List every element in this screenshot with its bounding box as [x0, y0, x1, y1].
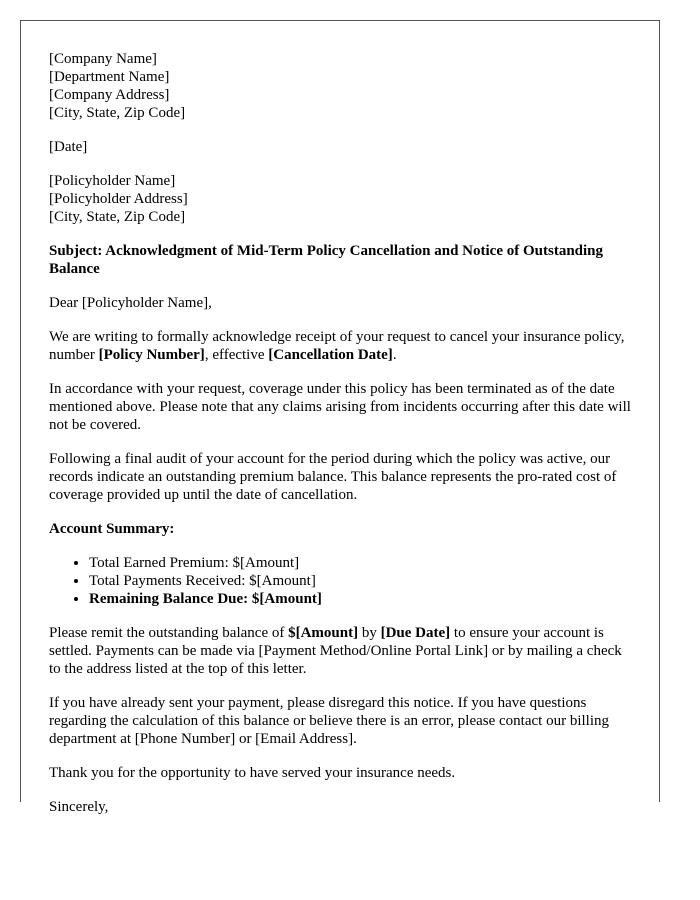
- letter-date: [Date]: [49, 139, 88, 155]
- paragraph4-text-b: by: [358, 625, 381, 641]
- sender-city-state-zip: [City, State, Zip Code]: [49, 105, 186, 121]
- paragraph-acknowledgment: [49, 328, 637, 364]
- list-item-earned-premium: • Total Earned Premium: $[Amount]: [89, 554, 637, 572]
- letter-content: [49, 50, 637, 832]
- paragraph1-text-b: , effective: [204, 347, 269, 363]
- sender-address-block: [49, 50, 637, 122]
- letter-page: [20, 20, 660, 815]
- policy-number-placeholder: [Policy Number]: [98, 347, 205, 363]
- salutation: Dear [Policyholder Name],: [49, 295, 212, 311]
- sender-company-address: [Company Address]: [49, 87, 170, 103]
- account-summary-heading: Account Summary:: [49, 521, 175, 537]
- paragraph4-text-c: to ensure your account is settled. Payments can be made via [Payment Method/Online Portal Link] or by mailing a check to the address listed at the top of this letter.: [49, 625, 622, 677]
- list-item-payments-received: • Total Payments Received: $[Amount]: [89, 572, 637, 590]
- account-summary-list: [49, 554, 637, 608]
- recipient-address-block: [49, 172, 637, 226]
- recipient-address: [Policyholder Address]: [49, 191, 188, 207]
- sender-department-name: [Department Name]: [49, 69, 170, 85]
- paragraph-audit: Following a final audit of your account for the period during which the policy was active, our records indicate an outstanding premium balance. This balance represents the pro-rated cost of coverage provided up until the date of cancellation.: [49, 451, 617, 503]
- paragraph-remit: [49, 624, 637, 678]
- paragraph1-text-a: We are writing to formally acknowledge receipt of your request to cancel your insurance policy, number: [49, 329, 625, 363]
- recipient-city-state-zip: [City, State, Zip Code]: [49, 209, 186, 225]
- paragraph4-text-a: Please remit the outstanding balance of: [49, 625, 289, 641]
- paragraph1-text-c: .: [392, 347, 397, 363]
- paragraph-questions: If you have already sent your payment, please disregard this notice. If you have questions regarding the calculation of this balance or believe there is an error, please contact our billing department at [Phone Number] or [Email Address].: [49, 695, 610, 747]
- due-date-placeholder: [Due Date]: [380, 625, 451, 641]
- paragraph-thank-you: Thank you for the opportunity to have served your insurance needs.: [49, 765, 456, 781]
- cancellation-date-placeholder: [Cancellation Date]: [268, 347, 393, 363]
- closing: Sincerely,: [49, 799, 109, 815]
- letter-subject: Subject: Acknowledgment of Mid-Term Policy Cancellation and Notice of Outstanding Balance: [49, 243, 604, 277]
- list-item-remaining-balance: • Remaining Balance Due: $[Amount]: [89, 590, 637, 608]
- amount-placeholder: $[Amount]: [288, 625, 359, 641]
- sender-company-name: [Company Name]: [49, 51, 157, 67]
- paragraph-coverage-terminated: In accordance with your request, coverage under this policy has been terminated as of the date mentioned above. Please note that any claims arising from incidents occurring after this date will not be covered.: [49, 381, 631, 433]
- recipient-name: [Policyholder Name]: [49, 173, 176, 189]
